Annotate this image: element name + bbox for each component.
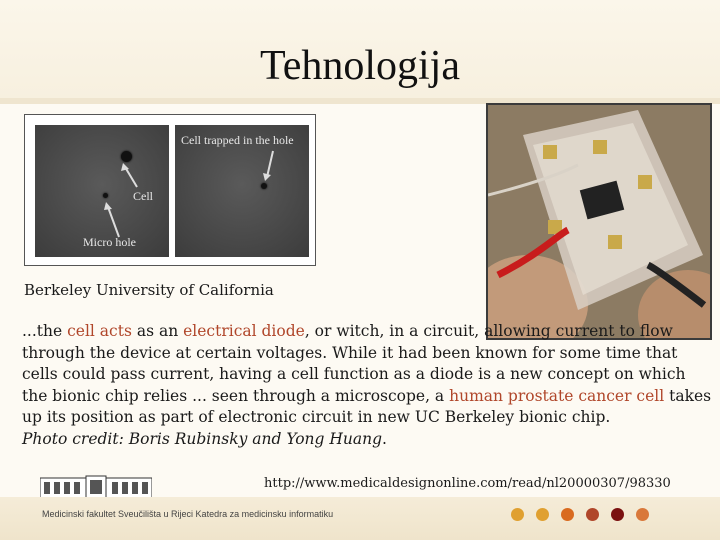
photo-caption: Berkeley University of California: [24, 281, 274, 299]
highlight-cancer-cell: human prostate cancer cell: [449, 386, 665, 405]
micro-hole-label: Micro hole: [83, 235, 136, 249]
bionic-chip-photo: [486, 103, 712, 340]
photo-credit: Photo credit: Boris Rubinsky and Yong Huang: [22, 429, 383, 448]
dot-icon: [536, 508, 549, 521]
footer-text: Medicinski fakultet Sveučilišta u Rijeci Katedra za medicinsku informatiku: [42, 509, 334, 519]
para-text: as an: [131, 322, 184, 340]
dot-icon: [511, 508, 524, 521]
university-building-icon: [40, 474, 152, 498]
slide-title: Tehnologija: [259, 43, 460, 89]
para-text: takes up its position as part of electronic circuit in new UC Berkeley bionic chip.: [22, 386, 712, 427]
dot-icon: [636, 508, 649, 521]
trapped-label: Cell trapped in the hole: [181, 133, 294, 147]
highlight-electrical-diode: electrical diode: [183, 322, 305, 340]
para-text: ...the: [22, 322, 68, 340]
source-url[interactable]: http://www.medicaldesignonline.com/read/nl20000307/98330: [264, 476, 671, 491]
highlight-cell-acts: cell acts: [67, 322, 132, 340]
description-paragraph: [22, 321, 712, 451]
microscope-photo: [24, 114, 316, 266]
bionic-chip-illustration: [488, 105, 712, 340]
dot-icon: [561, 508, 574, 521]
cell-label: Cell: [133, 189, 153, 203]
dot-icon: [586, 508, 599, 521]
microscope-panel-left: [35, 125, 169, 257]
para-text: , or witch, in a circuit, allowing current to flow through the device at certain voltages. While it had been known for some time that cells could pass current, having a cell function as a diode is a new concept on which the bionic chip relies ... seen through a microscope, a: [22, 322, 686, 405]
para-text: .: [382, 429, 387, 448]
microscope-panel-right: [175, 125, 309, 257]
dot-icon: [611, 508, 624, 521]
